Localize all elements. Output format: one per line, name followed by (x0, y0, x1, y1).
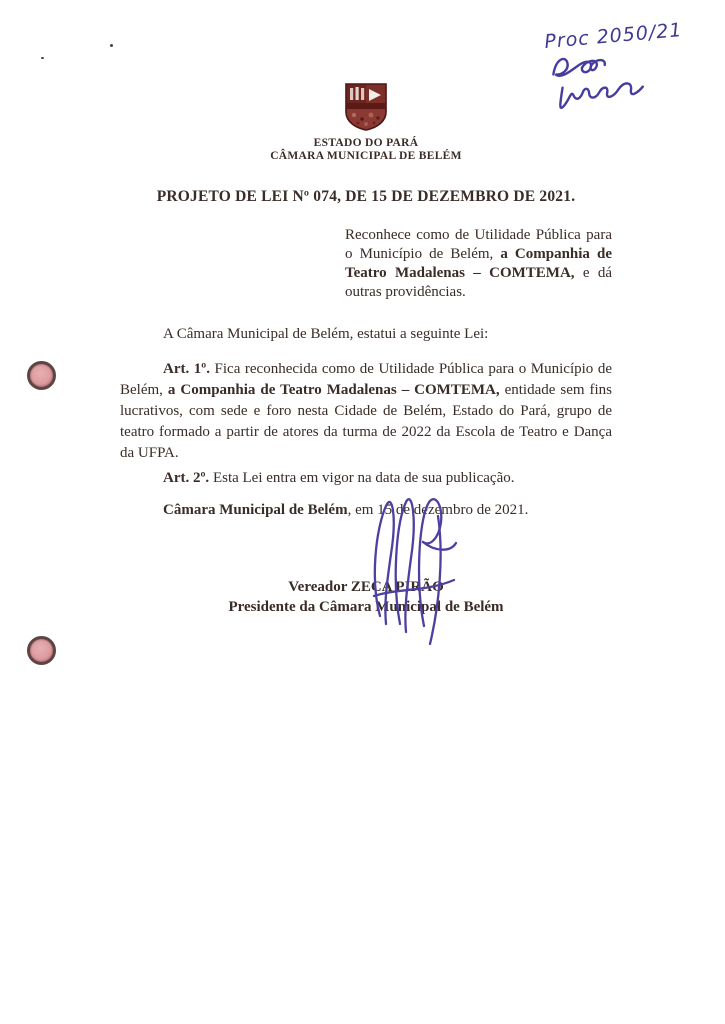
org-state-line: ESTADO DO PARÁ (313, 137, 419, 149)
coat-of-arms-icon (344, 82, 388, 132)
signer-name: Vereador ZECA PIRÃO (288, 579, 444, 595)
handwritten-signature-icon (366, 494, 462, 646)
scan-speck (110, 44, 113, 47)
article-1-label: Art. 1º. (163, 361, 210, 377)
scan-speck (41, 57, 44, 59)
dateline-date: , em 15 de dezembro de 2021. (347, 502, 529, 518)
ementa-text-normal: Reconhece como de Utilidade Pública para o Município de Belém, (345, 227, 612, 262)
article-2-text: Esta Lei entra em vigor na data de sua publicação. (209, 470, 515, 486)
ementa-text-normal: e dá outras providências. (345, 265, 612, 300)
article-1 (120, 359, 612, 464)
article-2 (120, 468, 612, 489)
article-1-text: entidade sem fins lucrativos, com sede e foro nesta Cidade de Belém, Estado do Pará, grupo de teatro formado a partir de atores da turma de 2022 da Escola de Teatro e Dança da UFPA. (120, 382, 612, 461)
article-1-text: Fica reconhecida como de Utilidade Pública para o Município de Belém, (120, 361, 612, 398)
article-2-label: Art. 2º. (163, 470, 210, 486)
handwritten-note-text: Proc 2050/21 (543, 19, 684, 54)
hole-punch (27, 361, 56, 390)
dateline-place-bold: Câmara Municipal de Belém (163, 502, 348, 518)
org-chamber-line: CÂMARA MUNICIPAL DE BELÉM (270, 150, 462, 162)
ementa-summary (345, 226, 612, 302)
signer-role: Presidente da Câmara Municipal de Belém (228, 599, 504, 615)
letterhead (120, 82, 612, 163)
document-title: PROJETO DE LEI Nº 074, DE 15 DE DEZEMBRO DE 2021. (156, 188, 576, 205)
preamble: A Câmara Municipal de Belém, estatui a seguinte Lei: (163, 326, 489, 342)
article-1-entity-bold: a Companhia de Teatro Madalenas – COMTEMA, (167, 382, 500, 398)
hole-punch (27, 636, 56, 665)
ementa-text-bold: a Companhia de Teatro Madalenas – COMTEMA, (345, 246, 613, 281)
